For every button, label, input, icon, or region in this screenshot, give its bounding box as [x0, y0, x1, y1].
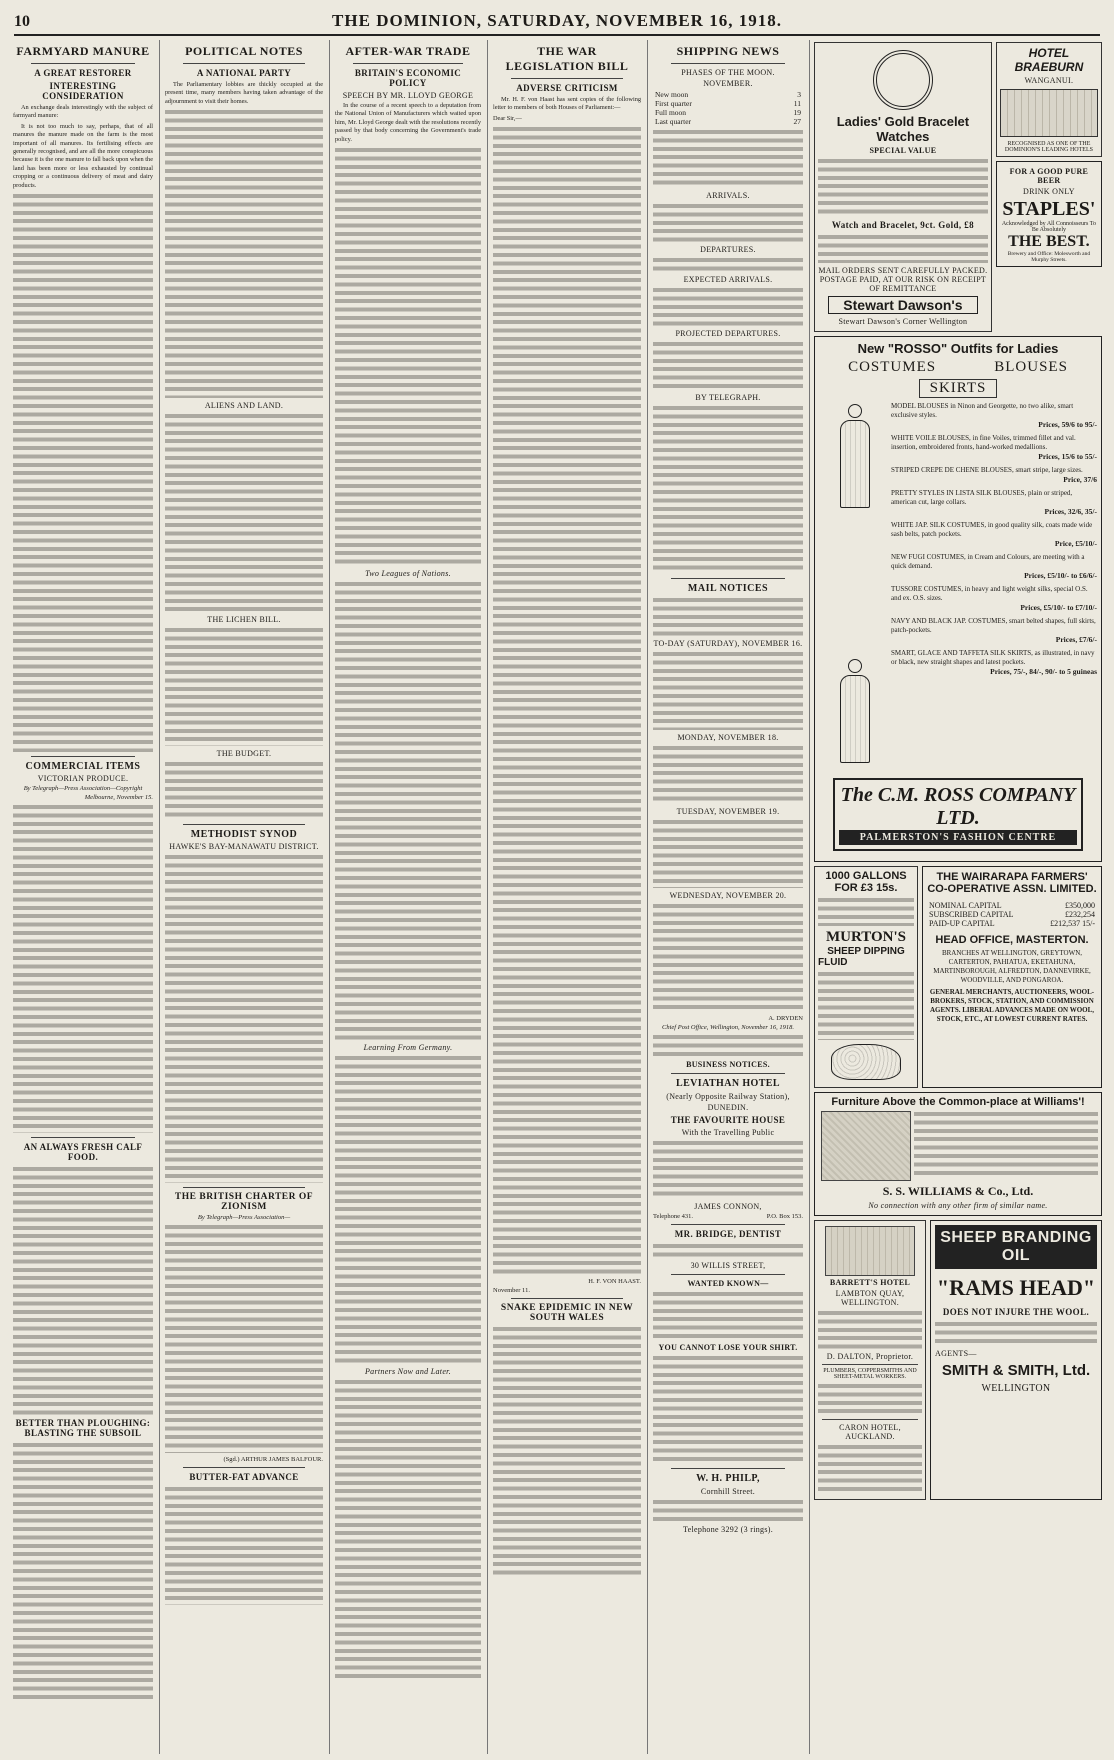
beer-headline: FOR A GOOD PURE BEER — [1009, 167, 1089, 185]
mail-date: MONDAY, NOVEMBER 18. — [677, 733, 779, 742]
murton-sheep-dipping: SHEEP DIPPING — [827, 946, 905, 957]
signature: (Sgd.) ARTHUR JAMES BALFOUR. — [223, 1456, 323, 1464]
ross-item-list — [891, 402, 1097, 772]
dentist-name: MR. BRIDGE, DENTIST — [674, 1229, 782, 1239]
ad-rams-head — [930, 1220, 1102, 1500]
article-body-lines — [13, 1441, 153, 1701]
sub-telegraph: BY TELEGRAPH. — [695, 393, 761, 402]
article-text: Mr. H. F. von Haast has sent copies of the following letter to members of both Houses of Parliament:— — [493, 96, 641, 112]
sub-arrivals: ARRIVALS. — [706, 191, 750, 200]
article-body-lines — [335, 1378, 481, 1678]
sub-victorian: VICTORIAN PRODUCE. — [37, 774, 129, 784]
sub-lloyd-george: SPEECH BY MR. LLOYD GEORGE — [342, 91, 474, 100]
masthead-title: THE DOMINION, SATURDAY, NOVEMBER 16, 1918. — [332, 11, 782, 30]
hotel-tagline: THE FAVOURITE HOUSE — [670, 1115, 786, 1125]
braeburn-city: WANGANUI. — [1024, 76, 1074, 85]
ross-item-desc: WHITE JAP. SILK COSTUMES, in good quality silk, coats made wide sash belts, patch pockets. — [891, 521, 1093, 538]
dentist-address: 30 WILLIS STREET, — [690, 1261, 766, 1270]
sub-economic: BRITAIN'S ECONOMIC POLICY — [354, 68, 462, 88]
article-text: It is not too much to say, perhaps, that of all manures the manure made on the farm is the most important of all manures. Its fertilising effects are generally recognised, and are all the more conspicuous because it is the one manure to fall back upon when the land has been more or less exhausted by continual cropping or a continuous delivery of meat and dairy products. — [13, 122, 153, 189]
barretts-image — [825, 1226, 915, 1276]
sub-expected: EXPECTED ARRIVALS. — [683, 275, 773, 284]
philp-address: Cornhill Street. — [700, 1487, 756, 1496]
mail-date: WEDNESDAY, NOVEMBER 20. — [669, 891, 787, 900]
article-text: An exchange deals interestingly with the subject of farmyard manure: — [13, 104, 153, 120]
moon-table: New moon 3 First quarter 11 Full moon 19 Last quarter 27 — [655, 90, 801, 126]
philp-name: W. H. PHILP, — [696, 1473, 760, 1484]
article-body-lines — [335, 146, 481, 566]
byline: By Telegraph—Press Association— — [197, 1214, 291, 1222]
barretts-name: BARRETT'S HOTEL — [829, 1278, 911, 1287]
byline: By Telegraph—Press Association—Copyright — [23, 785, 143, 793]
wairarapa-title: THE WAIRARAPA FARMERS' CO-OPERATIVE ASSN. LIMITED. — [927, 871, 1097, 895]
murton-headline: MURTON'S — [825, 929, 907, 945]
ross-item-price: Prices, 15/6 to 55/- — [1038, 452, 1097, 461]
murton-fluid: FLUID — [818, 957, 848, 968]
blouses-label: BLOUSES — [994, 359, 1068, 375]
column-ads — [810, 40, 1106, 1754]
ross-item-desc: WHITE VOILE BLOUSES, in fine Voiles, trimmed fillet and val. insertion, embroidered fronts, hand-worked medallions. — [891, 434, 1076, 451]
article-body-lines — [335, 580, 481, 1040]
business-notices: BUSINESS NOTICES. — [686, 1060, 770, 1069]
column-afterwar — [330, 40, 488, 1754]
watch-icon — [873, 50, 933, 110]
dress-figure-icon — [836, 657, 874, 767]
ad-williams — [814, 1092, 1102, 1216]
ross-item-price: Prices, £5/10/- to £7/10/- — [1020, 603, 1097, 612]
barretts-address: LAMBTON QUAY, WELLINGTON. — [835, 1289, 905, 1307]
ross-item-price: Price, £5/10/- — [1054, 539, 1097, 548]
article-text: The Parliamentary lobbies are thickly occupied at the present time, many members having taken advantage of the adjournment to visit their homes. — [165, 81, 323, 105]
masthead — [14, 10, 1100, 36]
article-body-lines — [165, 853, 323, 1183]
ross-item-desc: PRETTY STYLES IN LISTA SILK BLOUSES, plain or striped, american cut, large collars. — [891, 489, 1073, 506]
ad-wairarapa — [922, 866, 1102, 1088]
capital-table: NOMINAL CAPITAL £350,000 SUBSCRIBED CAPITAL £232,254 PAID-UP CAPITAL £212,537 15/- — [929, 901, 1095, 928]
headline-afterwar: AFTER-WAR TRADE — [345, 44, 471, 58]
smith-and-smith: SMITH & SMITH, Ltd. — [941, 1362, 1091, 1379]
ross-item-price: Prices, £7/6/- — [1055, 635, 1097, 644]
ad-braeburn — [996, 42, 1102, 157]
headline-blasting: BETTER THAN PLOUGHING: BLASTING THE SUBSOIL — [15, 1418, 151, 1439]
staples-logo: STAPLES' — [1002, 198, 1096, 220]
branding-oil-headline: SHEEP BRANDING OIL — [935, 1225, 1097, 1269]
philp-phone: Telephone 3292 (3 rings). — [682, 1525, 774, 1534]
ad-dentist — [653, 1229, 803, 1270]
salutation: Dear Sir,— — [493, 114, 522, 122]
signature: H. F. VON HAAST. — [588, 1278, 641, 1286]
beer-drink-only: DRINK ONLY — [1023, 187, 1075, 196]
sheep-icon — [831, 1044, 901, 1080]
ad-ross — [814, 336, 1102, 862]
signature: A. DRYDEN — [768, 1015, 803, 1022]
mail-orders: MAIL ORDERS SENT CAREFULLY PACKED. POSTAGE PAID, AT OUR RISK ON RECEIPT OF REMITTANCE — [818, 266, 988, 293]
ross-company-name: The C.M. ROSS COMPANY LTD. — [840, 784, 1076, 829]
sub-projected: PROJECTED DEPARTURES. — [675, 329, 781, 338]
dress-figure-icon — [836, 402, 874, 512]
headline-mail: MAIL NOTICES — [687, 583, 769, 594]
ross-item — [891, 617, 1097, 644]
barretts-proprietor: D. DALTON, Proprietor. — [826, 1352, 914, 1361]
rosso-headline: New "ROSSO" Outfits for Ladies — [857, 341, 1059, 356]
ross-item — [891, 649, 1097, 676]
braeburn-recognised: RECOGNISED AS ONE OF THE DOMINION'S LEADING HOTELS — [1004, 141, 1093, 153]
ross-item-price: Prices, £5/10/- to £6/6/- — [1024, 571, 1097, 580]
sub-departures: DEPARTURES. — [700, 245, 756, 254]
ad-barretts — [814, 1220, 926, 1500]
furniture-image — [821, 1111, 911, 1181]
murton-gallons: 1000 GALLONS FOR £3 15s. — [825, 870, 907, 894]
ross-item-price: Prices, 75/-, 84/-, 90/- to 5 guineas — [990, 667, 1097, 676]
sub-adverse: ADVERSE CRITICISM — [516, 83, 618, 93]
smith-city: WELLINGTON — [981, 1383, 1051, 1394]
sub-national-party: A NATIONAL PARTY — [196, 68, 292, 78]
article-body-lines — [493, 1325, 641, 1575]
headline-snake: SNAKE EPIDEMIC IN NEW SOUTH WALES — [500, 1303, 634, 1324]
braeburn-title: HOTEL BRAEBURN — [1014, 46, 1084, 74]
ad-staples — [996, 161, 1102, 267]
williams-headline: Furniture Above the Common-place at Williams'! — [831, 1096, 1085, 1108]
headline-war-legislation: THE WAR LEGISLATION BILL — [505, 44, 629, 73]
hotel-building-image — [1000, 89, 1098, 137]
ross-item-desc: STRIPED CREPE DE CHENE BLOUSES, smart stripe, large sizes. — [891, 466, 1083, 474]
headline-commercial: COMMERCIAL ITEMS — [25, 761, 141, 773]
column-political — [160, 40, 330, 1754]
sub-restorer: A GREAT RESTORER — [34, 68, 132, 78]
agents-label: AGENTS— — [935, 1349, 977, 1358]
ross-item — [891, 489, 1097, 516]
sub-month: NOVEMBER. — [703, 79, 753, 88]
ross-item — [891, 434, 1097, 461]
mail-date: TO-DAY (SATURDAY), NOVEMBER 16. — [653, 639, 803, 648]
brewery-address: Brewery and Office: Molesworth and Murphy Streets. — [1007, 251, 1091, 263]
article-body-lines — [13, 803, 153, 1133]
sub-learning: Learning From Germany. — [363, 1043, 453, 1053]
fashion-illustration — [819, 402, 891, 772]
rams-head-brand: "RAMS HEAD" — [936, 1275, 1096, 1300]
dateline: Chief Post Office, Wellington, November 16, 1918. — [662, 1024, 794, 1031]
proprietor: JAMES CONNON, — [694, 1202, 762, 1211]
williams-company: S. S. WILLIAMS & Co., Ltd. — [882, 1184, 1034, 1198]
skirts-label: SKIRTS — [919, 379, 998, 398]
article-body-lines — [13, 1165, 153, 1415]
ads-top-row — [814, 42, 1102, 332]
headline-methodist: METHODIST SYNOD — [190, 829, 298, 841]
beer-the-best: THE BEST. — [1008, 233, 1090, 250]
page-number: 10 — [14, 13, 30, 30]
ross-item — [891, 521, 1097, 548]
ad-leviathan — [653, 1078, 803, 1220]
shirt-ad: YOU CANNOT LOSE YOUR SHIRT. — [658, 1343, 798, 1352]
ross-item-desc: MODEL BLOUSES in Ninon and Georgette, no two alike, smart exclusive styles. — [891, 402, 1074, 419]
article-body-lines — [165, 760, 323, 820]
ross-item-price: Prices, 59/6 to 95/- — [1038, 420, 1097, 429]
headline-shipping: SHIPPING NEWS — [676, 44, 780, 58]
column-farmyard — [8, 40, 160, 1754]
column-war-legislation — [488, 40, 648, 1754]
hotel-tagline2: With the Travelling Public — [681, 1128, 775, 1137]
column-shipping — [648, 40, 810, 1754]
stewart-dawson-address: Stewart Dawson's Corner Wellington — [838, 317, 968, 326]
special-value: SPECIAL VALUE — [869, 146, 937, 155]
telephone: Telephone 431. — [653, 1213, 693, 1220]
article-body-lines — [165, 1223, 323, 1453]
headline-political: POLITICAL NOTES — [185, 44, 303, 58]
sub-moon: PHASES OF THE MOON. — [681, 68, 775, 77]
ad-philp — [653, 1473, 803, 1534]
headline-butter-fat: BUTTER-FAT ADVANCE — [189, 1472, 299, 1483]
hotel-location: (Nearly Opposite Railway Station), — [666, 1092, 790, 1101]
watch-price: Watch and Bracelet, 9ct. Gold, £8 — [831, 220, 975, 230]
ross-item-desc: TUSSORE COSTUMES, in heavy and light weight silks, special O.S. and ex. O.S. sizes. — [891, 585, 1088, 602]
ross-item-desc: NAVY AND BLACK JAP. COSTUMES, smart belted shapes, full skirts, patch-pockets. — [891, 617, 1096, 634]
headline-calf-food: AN ALWAYS FRESH CALF FOOD. — [23, 1142, 143, 1163]
article-body-lines — [165, 108, 323, 398]
stewart-dawson-logo: Stewart Dawson's — [828, 296, 978, 314]
wanted-known: WANTED KNOWN— — [687, 1279, 769, 1288]
sub-hawkes-bay: HAWKE'S BAY-MANAWATU DISTRICT. — [169, 842, 319, 852]
hotel-city: DUNEDIN. — [707, 1103, 749, 1112]
ross-tagline: PALMERSTON'S FASHION CENTRE — [839, 830, 1077, 845]
williams-note: No connection with any other firm of similar name. — [868, 1201, 1048, 1210]
head-office: HEAD OFFICE, MASTERTON. — [935, 934, 1089, 946]
article-text: In the course of a recent speech to a deputation from the National Union of Manufacturers which waited upon him, Mr. Lloyd George dealt with the resolutions recently passed by that body concerning the Government's trade policy. — [335, 102, 481, 143]
article-body-lines — [13, 192, 153, 752]
ross-logo — [833, 778, 1083, 851]
ad-murton — [814, 866, 918, 1088]
ross-item — [891, 553, 1097, 580]
general-merchants: GENERAL MERCHANTS, AUCTIONEERS, WOOL-BROKERS, STOCK, STATION, AND COMMISSION AGENTS. LIBERAL ADVANCES MADE ON WOOL, STOCK, ETC., AT LOWEST CURRENT RATES. — [929, 988, 1095, 1023]
article-body-lines — [493, 125, 641, 1275]
headline-farmyard: FARMYARD MANURE — [16, 44, 150, 58]
dateline: November 11. — [493, 1287, 530, 1295]
article-body-lines — [165, 412, 323, 612]
ross-item-desc: NEW FUGI COSTUMES, in Cream and Colours, are meeting with a quick demand. — [891, 553, 1085, 570]
article-body-lines — [165, 626, 323, 746]
ross-item — [891, 402, 1097, 429]
tide-lines — [653, 128, 803, 188]
sub-budget: THE BUDGET. — [216, 749, 272, 759]
ross-item-price: Price, 37/6 — [1063, 475, 1097, 484]
dateline: Melbourne, November 15. — [84, 794, 153, 802]
beer-acknowledged: Acknowledged by All Connoisseurs To Be Absolutely — [1001, 221, 1096, 233]
ross-item — [891, 585, 1097, 612]
ad-stewart-dawson — [814, 42, 992, 332]
sub-partners: Partners Now and Later. — [364, 1367, 452, 1377]
ross-item-desc: SMART, GLACE AND TAFFETA SILK SKIRTS, as illustrated, in navy or black, new straight shapes and latest pockets. — [891, 649, 1095, 666]
branches: BRANCHES AT WELLINGTON, GREYTOWN, CARTERTON, PAHIATUA, EKETAHUNA, MARTINBOROUGH, ALFREDTON, DANNEVIRKE, WOODVILLE, AND PONGAROA. — [933, 949, 1091, 984]
article-body-lines — [335, 1054, 481, 1364]
hotel-name: LEVIATHAN HOTEL — [676, 1078, 780, 1089]
costumes-label: COSTUMES — [848, 359, 937, 375]
mail-date: TUESDAY, NOVEMBER 19. — [676, 807, 780, 816]
watch-headline: Ladies' Gold Bracelet Watches — [836, 114, 970, 144]
ross-item — [891, 466, 1097, 484]
sub-aliens: ALIENS AND LAND. — [204, 401, 284, 411]
does-not-injure: DOES NOT INJURE THE WOOL. — [942, 1307, 1090, 1317]
headline-zionism: THE BRITISH CHARTER OF ZIONISM — [174, 1192, 314, 1213]
sub-two-leagues: Two Leagues of Nations. — [365, 569, 451, 579]
ross-item-price: Prices, 32/6, 35/- — [1044, 507, 1097, 516]
po-box: P.O. Box 153. — [766, 1213, 803, 1220]
plumbers: PLUMBERS, COPPERSMITHS AND SHEET-METAL WORKERS. — [823, 1368, 917, 1380]
caron-hotel: CARON HOTEL, AUCKLAND. — [839, 1423, 901, 1441]
article-body-lines — [165, 1485, 323, 1605]
sub-interesting: INTERESTING CONSIDERATION — [42, 81, 124, 101]
sub-lichen: THE LICHEN BILL. — [207, 615, 281, 625]
